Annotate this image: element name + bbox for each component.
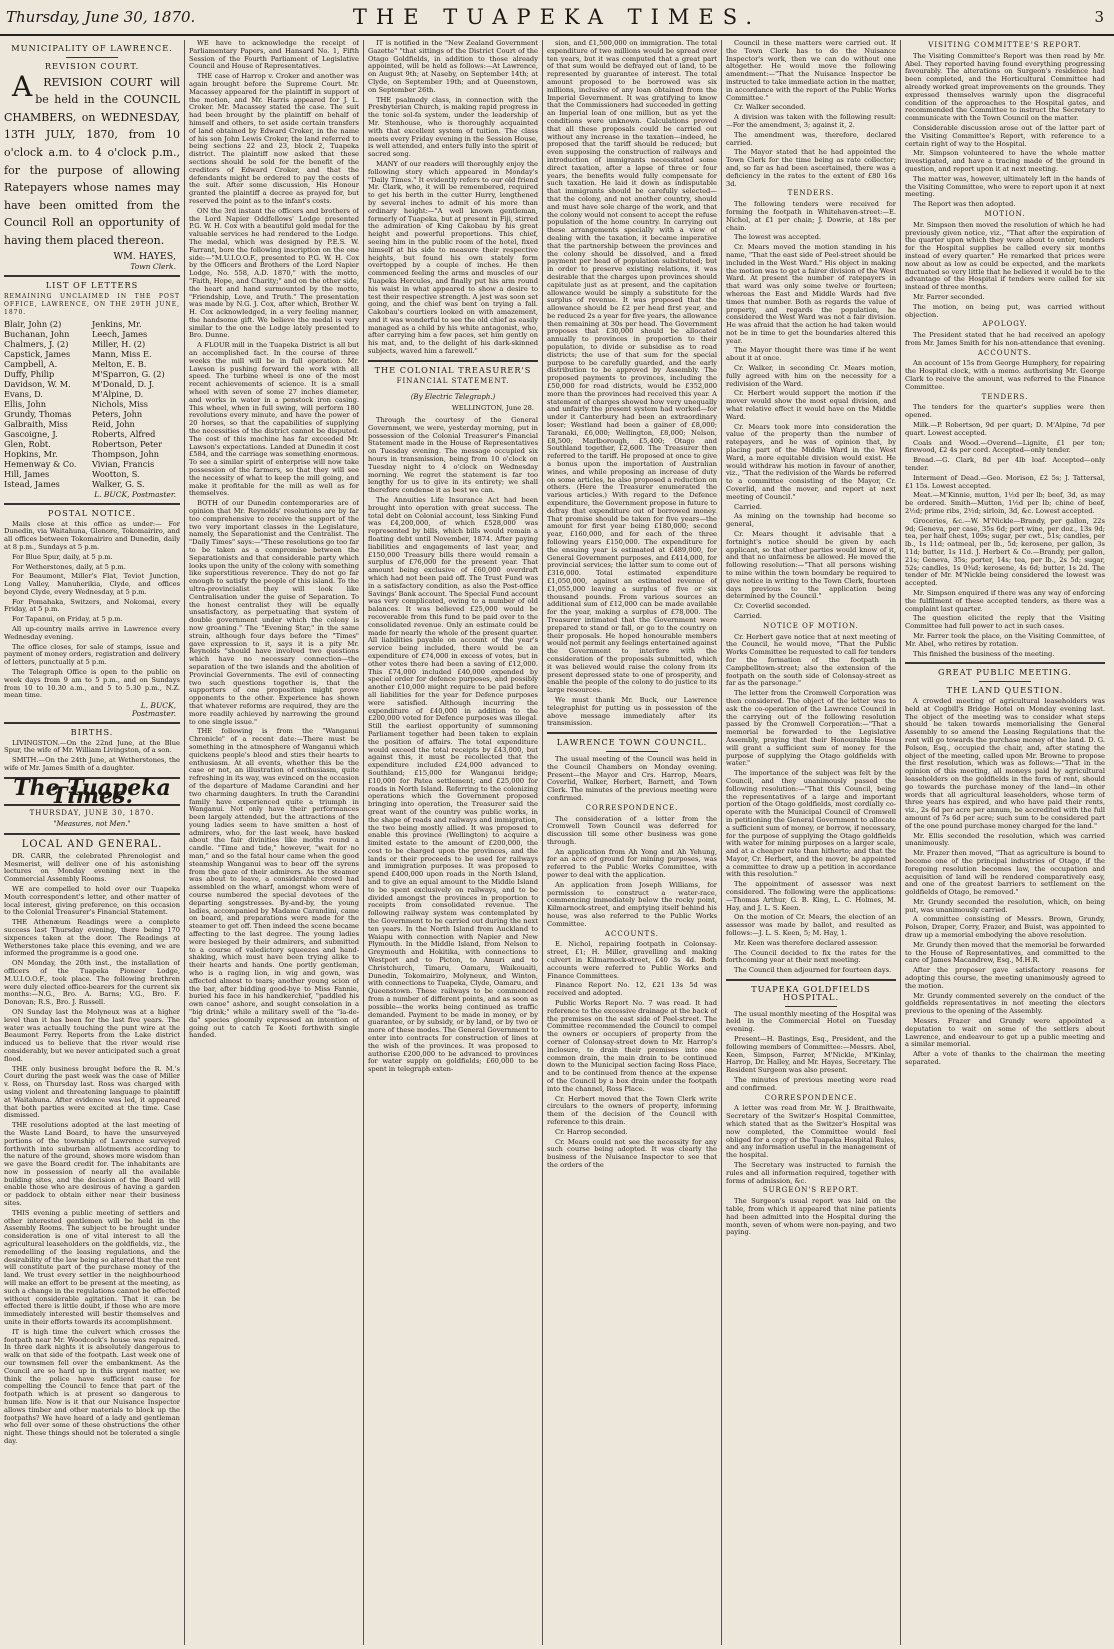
paragraph: ON Monday, the 20th inst., the installation of officers of the Tuapeka Pioneer Lodge, M.U.I.O.O.F., took place. The following brethren were duly elected office-bearers for the current six months:—N.G., Bro. A. Barns; V.G., Bro. F. Donovan; R.S., Bro. J. Russell. xyxy=(4,959,180,1007)
divider xyxy=(368,360,538,362)
paragraph: Cr. Mears thought it advisable that a fortnight's notice should be given by each applicant, so that other parties would know of it, and that no unfairness be allowed. He moved the following resolution:—"That all persons wishing to mine within the town boundary be required to give notice in writing to the Town Clerk, fourteen days previous to the application being determined by the Council." xyxy=(726,530,896,601)
paragraph: The letter from the Cromwell Corporation was then considered. The object of the letter was to ask the co-operation of the Lawrence Council in the carrying out of the following resolution passed by the Cromwell Corporation:—"That a memorial be forwarded to the Legislative Assembly, praying that their Honourable House will grant a sufficient sum of money for the purpose of supplying the Otago goldfields with water." xyxy=(726,689,896,768)
apology-heading: APOLOGY. xyxy=(982,320,1028,329)
correspondence-body xyxy=(547,816,717,929)
paragraph: After a vote of thanks to the chairman the meeting separated. xyxy=(905,1050,1105,1067)
paragraph: Interment of Dead.—Geo. Morison, £2 5s; J. Tattersal, £1 15s. Lowest accepted. xyxy=(905,473,1105,490)
paragraph: The Council decided to fix the rates for the forthcoming year at their next meeting. xyxy=(726,948,896,965)
motion-body xyxy=(905,222,1105,320)
paragraph: The President stated that he had received an apology from Mr. James Smith for his non-attendance that evening. xyxy=(905,331,1105,347)
municipality-heading: MUNICIPALITY OF LAWRENCE. xyxy=(11,43,173,53)
paragraph: THIS evening a public meeting of settlers and other interested gentlemen will be held in the Assembly Rooms. The subject to be brought under consideration is one of vital interest to all the agricultural leaseholders on the goldfields, viz., the remodelling of the leasing regulations, and the desirability of the law being so altered that the rent will constitute part of the purchase money of the land. We trust every settler in the neighbourhood will make an effort to be present at the meeting, as such a change in the regulations cannot be effected without considerable agitation. That it can be effected there is little doubt, if those who are more immediately interested will bestir themselves and unite in their efforts towards its accomplishment. xyxy=(4,1208,180,1327)
issue-date: Thursday, June 30, 1870. xyxy=(6,8,196,26)
paragraph: THE Athenæum Readings were a complete success last Thursday evening, there being 170 sixpences taken at the door. The Readings at Wetherstones take place this evening, and we are informed the programme is a good one. xyxy=(4,918,180,958)
dateline: WELLINGTON, June 28. xyxy=(451,404,534,413)
paragraph: Mr. Keen was therefore declared assessor. xyxy=(734,938,878,947)
letter-recipient: Buchanan, John xyxy=(4,328,70,339)
newspaper-title: THE TUAPEKA TIMES. xyxy=(352,5,762,29)
surgeon-report-body xyxy=(726,1198,896,1237)
column-rule xyxy=(542,40,543,1645)
paragraph: WE have to acknowledge the receipt of Parliamentary Papers, and Hansard No. 1, Fifth Session of the Fourth Parliament of Legislative Council and House of Representatives. xyxy=(189,40,359,71)
land-question-body xyxy=(905,698,1105,1067)
divider xyxy=(785,1006,837,1007)
paragraph: Mr. Grundy seconded the resolution, which, on being put, was unanimously carried. xyxy=(905,897,1105,914)
page-number: 3 xyxy=(1094,8,1104,26)
postal-signature-title: Postmaster. xyxy=(131,709,176,719)
paragraph: An account of 15s from George Humphery, for repairing the Hospital clock, with a memo. authorising Mr. George Clark to receive the amount, was referred to the Finance Committee. xyxy=(905,359,1105,391)
column-2 xyxy=(189,40,359,1640)
divider xyxy=(4,275,180,277)
paragraph: For Wetherstones, daily, at 5 p.m. xyxy=(12,562,126,571)
paragraph: The Annuities Life Insurance Act had been brought into operation with great success. The total debt on Colonial account, less Sinking Fund was £4,200,000, of which £528,000 was represented by bills, which bills would remain a floating debt until November, 1874. After paying liabilities and engagements of last year, and £150,000 Treasury bills there would remain a surplus of £76,000 for the present year. That amount being exclusive of £60,000 overdraft which had not been paid off. The Trust Fund was in a satisfactory condition, as also the Post-office Savings' Bank account. The Special Fund account was very complicated, owing to a number of old balances. It was believed £25,000 would be recoverable from this fund to be paid over to the consolidated revenue. Only an estimate could be made for nearly the whole of the present quarter. All liabilities payable on account of the year's service being included, there would be an expenditure of £74,000 in excess of votes, but in other votes there had been a saving of £12,000. This £74,000 included £40,000 expended by special order for defence purposes, and possibly another £10,000 might require to be paid before all liabilities for the year for Defence purposes were satisfied. Although incurring the expenditure of £40,000 in addition to the £200,000 voted for Defence purposes was illegal. Still the earliest opportunity of summoning Parliament together had been taken to explain the position of affairs. The total expenditure would exceed the total receipts by £43,000, but against this, it must be recollected that the expenditure included £24,000 advanced to Southland; £15,000 for Wanganui bridge; £10,000 for Patea settlement; and £25,000 for roads in North Island. Referring to the colonizing operations which the Government proposed bringing into operation, the Treasurer said the great want of the country was public works, in the shape of roads and railways and immigration, the two being mostly allied. It was proposed to enable this province (Wellington) to acquire a limited estate to the amount of £200,000, the cost to be charged upon the provinces, and the lands or their proceeds to be used for railways and immigration purposes. It was proposed to spend £400,000 upon roads in the North Island, and to give an equal amount to the Middle Island to be spent exclusively on railways, and to be divided amongst the provinces in proportion to receipts from consolidated revenue. The following railway system was contemplated by the Government to be carried out during the next ten years. In the North Island from Auckland to Waiapu with connection with Napier and New Plymouth. In the Middle Island, from Nelson to Greymouth and Hokitika, with connections to Westport and to Picton, to Amuri and to Christchurch, Timaru, Oamaru, Waikouaiti, Dunedin, Tokomairiro, Molyneux, and Winton, with connections to Tuapeka, Clyde, Oamaru, and Queenstown. These railways to be commenced from a number of different points, and as soon as possible—the works being continued as traffic demanded. Payment to be made in money, or by guarantee, or by subsidy, or by land, or by two or more of these modes. The General Government to enter into contracts for construction of lines at the wish of the provinces. It was proposed to authorise £200,000 to be advanced to provinces for water supply on goldfields; £60,000 to be spent in telegraph exten- xyxy=(368,496,538,1074)
letters-list xyxy=(4,319,180,489)
divider xyxy=(4,503,180,505)
paragraph: We must thank Mr. Buck, our Lawrence telegraphist for putting us in possession of the above message immediately after its transmission. xyxy=(547,695,717,728)
town-clerk-signature: WM. HAYES, xyxy=(113,250,176,262)
letter-recipient: Reid, John xyxy=(92,418,135,429)
paragraph: For Beaumont, Miller's Flat, Teviot Junction, Long Valley, Manuherikia, Clyde, and offices beyond Clyde, every Wednesday, at 5 p.m. xyxy=(4,572,180,596)
paragraph: The Report was then adopted. xyxy=(913,200,1016,209)
paragraph: ON the 3rd instant the officers and brothers of the Lord Napier Oddfellows' Lodge presented P.G. W. H. Cox with a beautiful gold medal for the valuable services he had rendered to the Lodge. The medal, which was designed by P.E.S. W. Farrant, bore the following inscription on the one side:—"M.U.I.O.O.F., presented to P.G. W. H. Cox by the Officers and Brothers of the Lord Napier Lodge, No. 558, A.D. 1870," with the motto, "Faith, Hope, and Charity;" and on the other side, the heart and hand surmounted by the motto, "Friendship, Love, and Truth." The presentation was made by N.G. J. Cox, after which, Brother W. H. Cox acknowledged, in a very feeling manner, the handsome gift. We believe the medal is very similar to the one the Lodge lately presented to Bro. Dunne. xyxy=(189,206,359,340)
letter-recipient: Jenkins, Mr. xyxy=(92,318,142,329)
postal-notice-body xyxy=(4,521,180,701)
newspaper-motto: "Measures, not Men." xyxy=(53,820,131,829)
paragraph: The usual meeting of the Council was held in the Council Chambers on Monday evening. Present—the Mayor and Crs. Harrop, Mears, Coverlid, Walker, Herbert, Barnett, and Town Clerk. The minutes of the previous meeting were confirmed. xyxy=(547,754,717,802)
visiting-committee-body xyxy=(905,53,1105,209)
births-heading: BIRTHS. xyxy=(70,726,114,737)
town-council-body xyxy=(547,756,717,803)
tenders-body xyxy=(726,201,896,621)
paragraph: The lowest was accepted. xyxy=(734,233,821,242)
paragraph: The Visiting Committee's Report was then read by Mr. Abel. They reported having found everything progressing favourably. The alterations on Surgeon's residence had been completed, and the Horticultural Committee had already worked great improvements on the grounds. They expressed themselves warmly upon the disgraceful condition of the approaches to the Hospital gates, and recommended the Committee to instruct the Secretary to communicate with the Town Council on the matter. xyxy=(905,51,1105,123)
hospital-tenders-body xyxy=(905,404,1105,658)
paragraph: Mr. Grundy then moved that the memorial be forwarded to the House of Representatives, and committed to the care of James Macandrew, Esq., M.H.R. xyxy=(905,940,1105,965)
paragraph: Carried. xyxy=(734,611,763,620)
paragraph: An application from Ah Yong and Ah Yehung, for an acre of ground for mining purposes, was referred to the Public Works Committee, with power to deal with the application. xyxy=(547,847,717,880)
paragraph: The question elicited the reply that the Visiting Committee had full power to act in such cases. xyxy=(905,614,1105,631)
hospital-correspondence-body xyxy=(726,1105,896,1185)
motion-heading: MOTION. xyxy=(984,209,1026,218)
divider xyxy=(4,722,180,724)
council-continued xyxy=(726,40,896,188)
paragraph: IT is high time the culvert which crosses the footpath near Mr. Woodcock's house was repaired. In three dark nights it is absolutely dangerous to walk on that side of the footpath. Last week one of our townsmen fell over the embankment. As the Council are so hard up in this urgent matter, we think the police have sufficient cause for compelling the Council to fence that part of the footpath which is at present so dangerous to human life. Now is it that our Nuisance Inspector allows timber and other materials to block up the footpaths? We have heard of a lady and gentleman who fell over some of these obstructions the other night. These things should not be tolerated a single day. xyxy=(4,1327,180,1445)
letter-recipient: Mann, Miss E. xyxy=(92,348,152,359)
paragraph: The appointment of assessor was next considered. The following were the applications:—Thomas Arthur, G. B. King, L. C. Holmes, M. Hay, and J. L. S. Keen. xyxy=(726,880,896,912)
column-rule xyxy=(721,40,722,1645)
correspondence-heading: CORRESPONDENCE. xyxy=(585,803,679,812)
column-4 xyxy=(547,40,717,1640)
column-rule xyxy=(184,40,185,1645)
paragraph: Considerable discussion arose out of the latter part of the Visiting Committee's Report, with reference to a certain right of way to the Hospital. xyxy=(905,123,1105,148)
paragraph: Messrs. Frazer and Grundy were appointed a deputation to wait on some of the settlers about Lawrence, and endeavour to get up a public meeting and a similar memorial. xyxy=(905,1017,1105,1049)
paragraph: Public Works Report No. 7 was read. It had reference to the excessive drainage at the back of the premises on the east side of Peel-street. The Committee recommended the Council to compel the owners or occupiers of property from the corner of Colonsay-street down to Mr. Harrop's inclosure, to drain their premises into one common drain, the main drain to be continued down to the Municipal section facing Ross Place, and to be continued from thence at the expense of the Council by a box drain under the footpath into the channel, Ross Place. xyxy=(547,999,717,1093)
paragraph: THE only business brought before the R. M.'s Court during the past week was the case of Miller v. Ross, on Thursday last. Ross was charged with using violent and threatening language to plaintiff at Waitahuna. After evidence was led, it appeared that both parties were excited at the time. Case dismissed. xyxy=(4,1064,180,1120)
paragraph: The Mayor stated that he had appointed the Town Clerk for the time being as rate collector; and, so far as had been ascertained, there was a deficiency in the rates to the extent of £80 16s 3d. xyxy=(726,148,896,188)
paragraph: ON Sunday last the Molyneux was at a higher level than it has been for the last five years. The water was actually touching the punt wire at the Beaumont Ferry. Reports from the Lake district induced us to believe that the river would rise considerably, but we never anticipated such a great flood. xyxy=(4,1007,180,1063)
column-3-news xyxy=(368,40,538,356)
paragraph: For Blue Spur, daily, at 5 p.m. xyxy=(12,552,113,561)
paragraph: Mails close at this office as under:— For Dunedin, via Waitahuna, Glenore, Tokomairiro, and all offices between Tokomairiro and Dunedin, daily at 8 p.m., Sundays at 5 p.m. xyxy=(4,519,180,551)
financial-statement-body xyxy=(368,417,538,1074)
paragraph: Cr. Mears could not see the necessity for any such course being adopted. It was clearly the business of the Nuisance Inspector to see that the orders of the xyxy=(547,1137,717,1169)
paragraph: THE following is from the "Wanganui Chronicle" of a recent date:—There must be something in the atmosphere of Wanganui which quickens people's blood and stirs their hearts to enthusiasm. At all events, whether this be the case or not, an illustration of enthusiasm, quite refreshing in its way, was evinced on the occasion of the departure of Madame Carandini and her two charming daughters. In truth the Carandini family have experienced quite a triumph in Wanganui. Not only have their performances been largely attended, but the attractions of the young ladies seem to have smitten a host of admirers, who, for the last week, have basked about the fair divinities like moths round a candle. "Time and tide," however, "wait for no man," and so the fatal hour came when the good steamship Wanganui was to bear off the syrens from the gaze of their admirers. As the steamer was about to leave, a considerable crowd had assembled on the wharf, amongst whom were of course numbered the special devotees of the departing songstresses. By-and-by, the young ladies, accompanied by Madame Carandini, came on board, and preparations were made for the steamer to get off. Then indeed the scene became affecting to the last degree. The young ladies were besieged by their admirers, and submitted to a course of valedictory squeezes and hand-shaking, which must have been trying alike to their hearts and hands. One portly gentleman, who is a raging lion, in wig and gown, was affected almost to tears; another young scion of the bar, after bidding good-bye to Miss Fannie, buried his face in his handkerchief, "paddled his own canoe" ashore, and sought consolation in a "big drink;" while a military swell of the "la-de-da" species gloomily expressed an intention of going out to catch Te Kooti forthwith single handed. xyxy=(189,727,359,1040)
letter-recipient: Capstick, James xyxy=(4,348,71,359)
land-question-heading: THE LAND QUESTION. xyxy=(946,685,1064,696)
paragraph: IT is notified in the "New Zealand Government Gazette" "that sittings of the District Court of the Otago Goldfields, in addition to those already appointed, will be held as follows:—At Lawrence, on August 9th; at Naseby, on September 14th; at Clyde, on September 19th; and at Queenstown, on September 26th. xyxy=(368,40,538,94)
paragraph: Cr. Mears took more into consideration the value of the property than the number of ratepayers, and he was of opinion that, by placing part of the Middle Ward in the West Ward, a more equitable division would exist. He would withdraw his motion in favour of another, viz., "That the redivision of the Wards be referred to a committee consisting of the Mayor, Cr. Coverlid, and the mover, and report at next meeting of Council." xyxy=(726,422,896,501)
paragraph: The importance of the subject was felt by the Council, and they unanimously passed the following resolution:—"That this Council, being the representatives of a large and important portion of the Otago goldfields, most cordially co-operate with the Municipal Council of Cromwell in petitioning the General Government to allocate a sufficient sum of money, or borrow, if necessary, for the purpose of supplying the Otago goldfields with water for mining purposes on a larger scale, and at a cheaper rate than hitherto; and that the Mayor, Cr. Herbert, and the mover, be appointed a committee to draw up a petition in accordance with this resolution." xyxy=(726,769,896,879)
postmaster-signature: L. BUCK, Postmaster. xyxy=(94,489,176,499)
surgeon-report-heading: SURGEON'S REPORT. xyxy=(762,1186,860,1195)
drop-cap: A xyxy=(12,69,33,103)
paragraph: Cr. Mears moved the motion standing in his name, "That the east side of Peel-street should be included in the West Ward." His object in making the motion was to get a fairer division of the West Ward. At present the number of ratepayers in that ward was only some twelve or fourteen; whereas the East and Middle Wards had five times that number. Both as regards the value of property, and regards the population, he considered the West Ward was not a fair division. He was afraid that the action he had taken would not be in time to get the boundaries altered this year. xyxy=(726,243,896,345)
paragraph: A crowded meeting of agricultural leaseholders was held at Cogbill's Bridge Hotel on Monday evening last. The object of the meeting was to consider what steps should be taken towards memorialising the General Assembly to so amend the Leasing Regulations that the rent will go towards the purchase money of the land. D. G. Polson, Esq., occupied the chair, and, after stating the object of the meeting, called upon Mr. Browne to propose the first resolution, which was as follows:—"That in the opinion of this meeting, all moneys paid by agricultural leaseholders on the goldfields in the form of rent, should go towards the purchase money of the land—in other words that all agricultural leaseholders, whose term of three years has expired, and who have paid their rents, viz., 2s 6d per acre per annum, be accredited with the full amount of 7s 6d per acre; such sum to be considered part of the one pound purchase money charged for the land." xyxy=(905,696,1105,830)
financial-statement-continued xyxy=(547,40,717,728)
paragraph: This finished the business of the meeting. xyxy=(913,649,1055,658)
paragraph: The Council then adjourned for fourteen days. xyxy=(734,966,892,975)
accounts-heading: ACCOUNTS. xyxy=(605,929,659,938)
paragraph: The office closes, for sale of stamps, issue and payment of money orders, registration and delivery of letters, punctually at 5 p.m. xyxy=(4,642,180,667)
apology-body xyxy=(905,332,1105,348)
editorial-date: THURSDAY, JUNE 30, 1870. xyxy=(29,809,155,818)
column-2-body xyxy=(189,40,359,1040)
paragraph: Mr. Frazer then moved, "That as agriculture is bound to become one of the principal industries of Otago, if the foregoing resolution becomes law, the occupation and acquisition of land will be rendered comparatively easy, and one of the greatest barriers to settlement on the goldfields of Otago, be removed." xyxy=(905,849,1105,897)
paragraph: Cr. Herbert gave notice that at next meeting of the Council, he would move, "That the Public Works Committee be requested to call for tenders for the formation of the footpath in Campbelltown-street; also the extension of the footpath on the south side of Colonsay-street as far as the parsonage." xyxy=(726,632,896,688)
letter-recipient: Duffy, Philip xyxy=(4,368,55,379)
letter-recipient: Thompson, John xyxy=(92,448,160,459)
town-clerk-title: Town Clerk. xyxy=(130,262,176,272)
paragraph: THE resolutions adopted at the last meeting of the Waste Land Board, to have the unsurveyed portions of the township of Lawrence surveyed forthwith into suburban allotments according to the nature of the ground, shows more wisdom than we gave the Board credit for. The inhabitants are now in possession of nearly all the available building sites, and the decision of the Board will enable those who are desirous of having a garden or paddock to obtain either near their business sites. xyxy=(4,1121,180,1208)
divider xyxy=(905,662,1105,664)
column-5 xyxy=(726,40,896,1640)
letter-recipient: Hill, James xyxy=(4,468,50,479)
letter-recipient: Istead, James xyxy=(4,478,60,489)
column-3 xyxy=(368,40,538,1640)
paragraph: For Tapanui, on Friday, at 5 p.m. xyxy=(12,615,123,624)
paragraph: The motion, on being put, was carried without objection. xyxy=(905,302,1105,319)
paragraph: After the proposer gave satisfactory reasons for adopting this course, the meeting unanimously agreed to the motion. xyxy=(905,966,1105,990)
paragraph: Mr. Simpson volunteered to have the whole matter investigated, and have a tracing made of the ground in question, and report upon it at next meeting. xyxy=(905,149,1105,173)
visiting-committee-heading: VISITING COMMITTEE'S REPORT. xyxy=(928,41,1082,49)
letter-recipient: Peters, John xyxy=(92,408,143,419)
paragraph: As mining on the township had become so general, xyxy=(726,512,896,529)
hospital-accounts-heading: ACCOUNTS. xyxy=(978,348,1032,357)
paragraph: Cr. Walker, in seconding Cr. Mears motion, fully agreed with him on the necessity for a redivision of the Ward. xyxy=(726,364,896,388)
paragraph: A division was taken with the following result:—For the amendment, 3; against it, 2. xyxy=(726,113,896,129)
paragraph: A committee consisting of Messrs. Brown, Grundy, Polson, Draper, Corry, Frazer, and Buist, was appointed to draw up a memorial embodying the above resolution. xyxy=(905,915,1105,940)
paragraph: WE are compelled to hold over our Tuapeka Mouth correspondent's letter, and other matter of local interest, giving preference, on this occasion to the Colonial Treasurer's Financial Statement. xyxy=(4,885,180,917)
paragraph: Cr. Herbert would support the motion if the mover would show the most equal division, and what relative effect it would have on the Middle Ward. xyxy=(726,389,896,421)
telegraph-credit: (By Electric Telegraph.) xyxy=(410,393,496,402)
paragraph: The Secretary was instructed to furnish the rules and all information required, together with forms of admission, &c. xyxy=(726,1160,896,1185)
paragraph: A FLOUR mill in the Tuapeka District is all but an accomplished fact. In the course of three weeks the mill will be in full operation. Mr. Lawson is pushing forward the work with all speed. The turbine wheel is one of the most recent achievements of science. It is a small wheel with seven of some 27 inches diameter, and works in water in a penstock iron casing. This wheel, when in full swing, will perform 180 revolutions every minute, and have the power of 20 horses, so that the capabilities of supplying the necessities of the district cannot be disputed. The cost of this machine has far exceeded Mr. Lawson's expectations. Landed at Dunedin it cost £584, and the carriage was something enormous. To see a similar spirit of enterprise will now take possession of the farmers, so that they will see the necessity of what to keep the mill going, and make it profitable for the mill as well as for themselves. xyxy=(189,341,359,498)
paragraph: E. Nichol, repairing footpath in Colonsay-street, £1; H. Miller, gravelling and making culvert in Kilmarnock-street, £40 3s 4d. Both accounts were referred to Public Works and Finance Committees. xyxy=(547,940,717,980)
letter-recipient: Hopkins, Mr. xyxy=(4,448,58,459)
paragraph: Finance Report No. 12, £21 13s 5d was received and adopted. xyxy=(547,981,717,998)
paragraph: The Telegraph Office is open to the public on week days from 9 am to 5 p.m., and on Sundays from 10 to 10.30 a.m., and 5 to 5.30 p.m., N.Z. mean time. xyxy=(4,668,180,700)
letter-recipient: M'Sparron, G. (2) xyxy=(92,368,165,379)
paragraph: THE psalmody class, in connection with the Presbyterian Church, is making rapid progress in the tonic sol-fa system, under the leadership of Mr. Stenhouse, who is thoroughly acquainted with that excellent system of tuition. The class meets every Friday evening in the Session House, is well attended, and enters fully into the spirit of sacred song. xyxy=(368,95,538,159)
masthead-bar xyxy=(0,0,1114,36)
births-body xyxy=(4,740,180,773)
paragraph: The Mayor thought there was time if he went about it at once. xyxy=(726,346,896,363)
letter-recipient: Melton, E. B. xyxy=(92,358,147,369)
paragraph: The following tenders were received for forming the footpath in Whitehaven-street:—E. Nichol, at £1 per chain; J. Dowrie, at 18s per chain. xyxy=(726,200,896,232)
divider xyxy=(547,732,717,734)
letter-recipient: Campbell, A. xyxy=(4,358,58,369)
notice-of-motion-heading: NOTICE OF MOTION. xyxy=(763,621,859,630)
hospital-heading: TUAPEKA GOLDFIELDS HOSPITAL. xyxy=(751,984,871,1002)
paragraph: Bread.—G. Clark, 8d per 4lb loaf. Accepted—only tender. xyxy=(905,456,1105,473)
accounts-body xyxy=(547,941,717,1169)
letter-recipient: Evans, D. xyxy=(4,388,44,399)
paragraph: sion, and £1,500,000 on immigration. The total expenditure of two millions would be spread over ten years, but it was computed that a great part of that sum would be defrayed out of land, to be represented by guarantee of interest. The total amount proposed to be borrowed was six millions, inclusive of any loan obtained from the Imperial Government. It was gratifying to know that the Commissioners had succeeded in getting an Imperial loan of one million, but as yet the conditions were unknown. Calculations proved that all these proposals could be carried out without any increase in the taxation—indeed, he proposed that the tariff should be reduced; but even supposing the construction of railways and introduction of immigrants necessitated some direct taxation, after a lapse of three or four years, the benefits would fully compensate for such taxation. He laid it down as indisputable that immigrants should be carefully selected—that the colony, and not another country, should and must have sole charge of the work, and that the colony would not consent to accept the refuse population of the home country. In carrying out these arrangements specially with a view of dealing with the taxation, it became imperative that the partnership between the provinces and the colony should be dissolved, and a fixed payment per head of population substituted; but in order to preserve existing relations, it was desirable that the charges upon provinces should capitulate just as at present, and the capitation allowance would be simply a substitute for the surplus of revenue. It was proposed that the allowance should be £2 per head first year, and be reduced 2s a year for five years, the allowance then remaining at 30s per head. The Government proposes that £30,000 should be allocated annually to provinces in proportion to their population, to divide or subsidise as to road districts; the use of that sum for the special purpose to be carefully guarded, and the early distribution to be approved by Assembly. The proposed payments to provinces, including the £50,000 for road districts, would be £352,000 more than the provinces had received this year. A statement of charges showed how very unequally and unfairly the present system had worked—for under it Canterbury had been an extraordinary loser; Westland had been a gainer of £8,000; Taranaki, £6,000; Wellington, £8,000; Nelson, £8,500; Marlborough, £5,400; Otago and Southland together, £2,600. The Treasurer then referred to the tariff. He proposed at once to give a bonus upon the importation of Australian wines, and while proposing an increase of duty on some articles, he also proposed a reduction on others. (Here the Treasurer enumerated the various articles.) With regard to the Defence expenditure, the Government propose in future to defray that expenditure out of borrowed money. That promise should be taken for five years—the amount for first year being £180,000; second year, £160,000, and for each of the three following years £150,000. The expenditure for the ensuing year is estimated at £489,000, for General Government purposes, and £414,000, for provincial services; the latter sum to come out of £316,000. Total estimated expenditure £1,050,000, against an estimated revenue of £1,055,000 leaving a surplus of five or six thousand pounds. From various sources an additional sum of £12,000 can be made available for the year, making a surplus of £78,000. The Treasurer intimated that the Government were prepared to stand or fall, or go to the country on their proposals. He hoped honourable members would not permit any feelings entertained against the Government to interfere with the consideration of the proposals submitted, which it was believed would raise the colony from its present depressed state to one of prosperity, and enable the people of the colony to do justice to its large resources. xyxy=(547,40,717,695)
paragraph: The matter was, however, ultimately left in the hands of the Visiting Committee, who were to report upon it at next meeting. xyxy=(905,174,1105,199)
paragraph: THE case of Harrop v. Croker and another was again brought before the Supreme Court. Mr. Macassey appeared for the plaintiff in support of the motion, and Mr. Harris appeared for J. L. Croker. Mr. Macassey stated the case. The suit had been brought by the plaintiff on behalf of himself and others, to set aside certain transfers of land obtained by Edward Croker, in the name of his son John Lewis Croker, the land referred to being sections 22 and 23, block 2, Tuapeka district. The plaintiff now asked that these sections should be sold for the benefit of the creditors of Edward Croker, and that the defendants might be ordered to pay the costs of the suit. After some discussion, His Honour granted the plaintiff a decree as prayed for, but reserved the point as to the infant's costs. xyxy=(189,72,359,205)
paragraph: The Surgeon's usual report was laid on the table, from which it appeared that nine patients had been admitted into the Hospital during the month, seven of whom were non-paying, and two paying. xyxy=(726,1197,896,1237)
tenders-heading: TENDERS. xyxy=(787,189,835,198)
revision-court-heading: REVISION COURT. xyxy=(44,60,140,71)
hospital-correspondence-heading: CORRESPONDENCE. xyxy=(764,1093,858,1102)
column-6 xyxy=(905,40,1105,1640)
paragraph: For Pomahaka, Switzers, and Nokomai, every Friday, at 5 p.m. xyxy=(4,597,180,614)
financial-statement-subheading: FINANCIAL STATEMENT. xyxy=(396,376,510,385)
letter-recipient: Walker, G. S. xyxy=(92,478,145,489)
paragraph: The usual monthly meeting of the Hospital was held in the Commercial Hotel on Tuesday evening. xyxy=(726,1009,896,1034)
letter-recipient: Nichols, Miss xyxy=(92,398,149,409)
paragraph: Groceries, &c.—W. M'Nickle—Brandy, per gallon, 22s 9d; Geneva, per case, 35s 6d; port wine, per doz., 13s 9d; tea, per half chest, 109s; sugar, per cwt., 51s; candles, per lb., 1s 11d; oatmeal, per lb., 5d; kerosene, per gallon, 3s 11d; butter, 1s 11d. J. Herbert & Co.—Brandy, per gallon, 21s; Geneva, 35s; porter, 14s; tea, per lb., 2s 5d; sugar, 52s; candles, 1s 0¾d; kerosene, 4s 6d; butter, 1s 2d. The tender of Mr. M'Nickle being considered the lowest was accepted. xyxy=(905,516,1105,588)
letter-recipient: Vivian, Francis xyxy=(92,458,155,469)
divider xyxy=(606,751,658,752)
letter-recipient: M'Donald, D. J. xyxy=(92,378,155,389)
letters-intro: REMAINING UNCLAIMED IN THE POST OFFICE, LAWRENCE, ON THE 29TH JUNE, 1870. xyxy=(4,292,180,316)
letter-recipient: Glen, Robt. xyxy=(4,438,51,449)
paragraph: SMITH.—On the 24th June, at Wetherstones, the wife of Mr. James Smith of a daughter. xyxy=(4,756,180,773)
paragraph: Cr. Walker seconded. xyxy=(734,103,806,112)
postal-signature: L. BUCK, xyxy=(140,701,176,711)
divider xyxy=(979,681,1031,682)
letter-recipient: Gascoigne, J. xyxy=(4,428,58,439)
notice-of-motion-body xyxy=(726,634,896,975)
divider xyxy=(726,979,896,981)
paragraph: LIVINGSTON.—On the 22nd June, at the Blue Spur, the wife of Mr. William Livingston, of a son. xyxy=(4,738,180,755)
paragraph: Carried. xyxy=(734,502,763,511)
local-general-heading: LOCAL AND GENERAL. xyxy=(21,839,163,851)
letter-recipient: Leech, James xyxy=(92,328,148,339)
paragraph: Mr. Farrer seconded. xyxy=(913,292,985,301)
letters-heading: LIST OF LETTERS xyxy=(45,280,139,291)
paragraph: An application from Joseph Williams, for permission to construct a water-race, commencing immediately below the rocky point, Kilmarnock-street, and emptying itself behind his house, was also referred to the Public Works Committee. xyxy=(547,880,717,928)
hospital-tenders-heading: TENDERS. xyxy=(981,392,1029,401)
letter-recipient: Grundy, Thomas xyxy=(4,408,72,419)
paragraph: The consideration of a letter from the Cromwell Town Council was deferred for discussion till some other business was gone through. xyxy=(547,814,717,846)
paragraph: Cr. Herbert moved that the Town Clerk write circulars to the owners of property, informing them of the decision of the Council with reference to this drain. xyxy=(547,1094,717,1126)
paragraph: Mr. Simpson then moved the resolution of which he had previously given notice, viz., "That after the expiration of the quarter upon which they were about to enter, tenders for the Hospital supplies be called every six months instead of every quarter." He remarked that prices were now about as low as could be expected, and the markets fluctuated so very little that he believed it would be to the advantage of the Hospital if tenders were called for six instead of three months. xyxy=(905,220,1105,292)
town-council-heading: LAWRENCE TOWN COUNCIL. xyxy=(556,737,708,748)
hospital-accounts-body xyxy=(905,360,1105,391)
divider xyxy=(427,389,479,390)
financial-statement-heading: THE COLONIAL TREASURER'S xyxy=(374,364,532,375)
paragraph: All up-country mails arrive in Lawrence every Wednesday evening. xyxy=(4,625,180,641)
letter-recipient: Galbraith, Miss xyxy=(4,418,68,429)
paragraph: Coals and Wood.—Overend—Lignite, £1 per ton; firewood, £2 4s per cord. Accepted—only tender. xyxy=(905,438,1105,455)
divider xyxy=(4,833,180,835)
newspaper-flag: The Tuapeka Times. xyxy=(13,774,171,809)
column-rule xyxy=(900,40,901,1645)
letter-recipient: M'Alpine, D. xyxy=(92,388,144,399)
paragraph: MANY of our readers will thoroughly enjoy the following story which appeared in Monday's "Daily Times." It evidently refers to our old friend Mr. Clark, who, it will be remembered, required to get his berth in the cutter Hurry, lengthened by several inches to admit of his more than ordinary height:—"A well known gentleman, formerly of Tuapeka, but at present in Fiji, stirred the admiration of King Cakobau by his great height and powerful proportions. This chief, seeing him in the public room of the hotel, fixed himself at his side to measure their respective heights, but found his own stately form overtopped by a couple of inches. He then commenced feeling the arms and muscles of our Tuapeka Hercules, and finally put his arm round his waist in what appeared to show a desire to test their respective strength. A jest was soon set going, and the chief was bent on trying a fall. Cakobau's courtiers looked on with amazement, and it was wonderful to see the old chief as easily managed as a child by his white antagonist, who, after carrying him a few paces, set him gently on his mat, and, to the delight of his dark-skinned subjects, waved him a farewell." xyxy=(368,159,538,356)
postal-notice-heading: POSTAL NOTICE. xyxy=(47,507,137,518)
paragraph: Cr. Coverlid seconded. xyxy=(734,602,811,611)
letter-recipient: Chalmers, J. (2) xyxy=(4,338,69,349)
letter-recipient: Wootton, S. xyxy=(92,468,140,479)
divider xyxy=(66,57,118,58)
letter-recipient: Robertson, Peter xyxy=(92,438,163,449)
paragraph: Mr. Simpson enquired if there was any way of enforcing the fulfilment of these accepted tenders, as there was a complaint last quarter. xyxy=(905,589,1105,613)
column-rule xyxy=(363,40,364,1645)
paragraph: Present—H. Bastings, Esq., President, and the following members of Committee:—Messrs. Abel, Keen, Simpson, Farrer, M'Nickle, M'Kinlay, Harrop, Dr. Halley, and Mr. Hayes, Secretary. The Resident Surgeon was also present. xyxy=(726,1035,896,1075)
paragraph: The tenders for the quarter's supplies were then opened. xyxy=(905,403,1105,420)
letter-recipient: Hemenway & Co. xyxy=(4,458,77,469)
letter-recipient: Davidson, W. M. xyxy=(4,378,71,389)
local-general-body xyxy=(4,853,180,1446)
letter-recipient: Ellis, John xyxy=(4,398,46,409)
letter-recipient: Roberts, Alfred xyxy=(92,428,156,439)
paragraph: Through the courtesy of the General Government, we were, yesterday morning, put in possession of the Colonial Treasurer's Financial Statement made in the House of Representatives on Tuesday evening. The message occupied six hours in transmission, being from 10 o'clock on Tuesday night to 4 o'clock on Wednesday morning. We regret the statement is far too lengthy for us to give in its entirety; we shall therefore condense it as best we can. xyxy=(368,416,538,495)
paragraph: Meat.—M'Kinnie, mutton, 1½d per lb; beef, 3d, as may be ordered. Smith—Mutton, 1½d per lb; chine of beef, 2½d; prime ribs, 2½d; sirloin, 3d, &c. Lowest accepted. xyxy=(905,491,1105,516)
paragraph: Milk.—P. Robertson, 9d per quart; D. M'Alpine, 7d per quart. Lowest accepted. xyxy=(905,421,1105,437)
paragraph: The minutes of previous meeting were read and confirmed. xyxy=(726,1076,896,1092)
paragraph: Council in these matters were carried out. If the Town Clerk has to do the Nuisance Inspector's work, then we can do without one altogether. He would move the following amendment:—"That the Nuisance Inspector be instructed to take immediate action in the matter, in accordance with the report of the Public Works Committee." xyxy=(726,40,896,102)
column-1 xyxy=(4,40,180,1640)
paragraph: Mr. Grundy commented severely on the conduct of the goldfields representatives in not meeting the electors previous to the opening of the Assembly. xyxy=(905,991,1105,1016)
paragraph: DR. CARR, the celebrated Phrenologist and Mesmerist, will deliver one of his astonishing lectures on Monday evening next in the Commercial Assembly Rooms. xyxy=(4,851,180,884)
hospital-body xyxy=(726,1011,896,1093)
paragraph: BOTH of our Dunedin contemporaries are of opinion that Mr. Reynolds' resolutions are by far too comprehensive to receive the support of the two very important classes in the Legislature, namely, the Separationist and the Centralist. The "Daily Times" says:—"These resolutions go too far to be taken as a compromise between the Separationists and that considerable party which looks upon the unity of the colony with something like superstitious reverence. They do not go far enough to satisfy the people of this island. To the ultra-provincialist they will look like Centralisation under the guise of Separation. To the honest centralist they will be equally unsatisfactory, as perpetuating that system of double government under which the colony is now groaning." The "Evening Star," in the same strain, although four days before the "Times" gave expression to it, says it is a pity Mr. Reynolds "should have involved two questions which have no necessary connection—the separation of the two islands and the abolition of Provincial Governments. The evil of connecting two such questions together is, that the supporters of one proposition might prove opponents to the other. Experience has shown that whatever reforms are required, they are the more readily achieved by narrowing the ground to one single issue." xyxy=(189,499,359,726)
public-meeting-heading: GREAT PUBLIC MEETING. xyxy=(937,667,1073,678)
paragraph: Mr. Ellis seconded the resolution, which was carried unanimously. xyxy=(905,831,1105,848)
paragraph: Cr. Harrop seconded. xyxy=(555,1127,628,1136)
letter-recipient: Miller, H. (2) xyxy=(92,338,146,349)
paragraph: A letter was read from Mr. W. J. Braithwaite, Secretary of the Switzer's Hospital Committee, which stated that as the Switzer's Hospital was now completed, the Committee would feel obliged for a copy of the Tuapeka Hospital Rules, and any information useful in the management of the hospital. xyxy=(726,1104,896,1160)
revision-court-notice xyxy=(4,69,180,250)
paragraph: Mr. Farrer took the place, on the Visiting Committee, of Mr. Abel, who retires by rotation. xyxy=(905,631,1105,648)
paragraph: The amendment was, therefore, declared carried. xyxy=(726,130,896,147)
paragraph: On the motion of Cr. Mears, the election of an assessor was made by ballot, and resulted as follows:—J. L. S. Keen, 5; M. Hay, 1. xyxy=(726,913,896,938)
letter-recipient: Blair, John (2) xyxy=(4,318,62,329)
revision-court-body: REVISION COURT will be held in the COUNCIL CHAMBERS, on WEDNESDAY, 13TH JULY, 1870, from 10 o'clock a.m. to 4 o'clock p.m., for the purpose of allowing Ratepayers whose names may have been omitted from the Council Roll an opportunity of having them placed thereon. xyxy=(4,75,180,247)
